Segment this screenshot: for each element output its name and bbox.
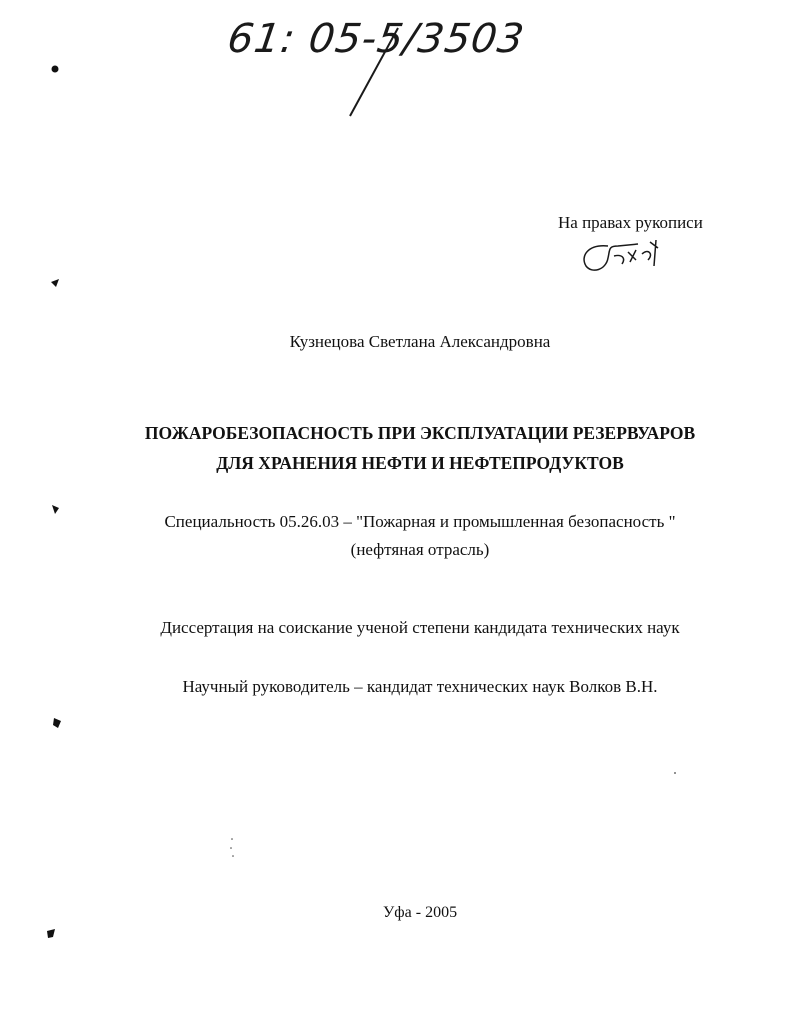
dissertation-note: Диссертация на соискание ученой степени кандидата технических наук xyxy=(160,618,680,637)
specialty-line-1: Специальность 05.26.03 – "Пожарная и промышленная безопасность " xyxy=(164,512,676,531)
author-name: Кузнецова Светлана Александровна xyxy=(289,332,551,351)
specialty-line-2: (нефтяная отрасль) xyxy=(350,540,490,559)
scan-speck xyxy=(672,770,678,776)
rights-note: На правах рукописи xyxy=(558,213,703,232)
punch-mark xyxy=(50,716,64,730)
thesis-title-line-2: ДЛЯ ХРАНЕНИЯ НЕФТИ И НЕФТЕПРОДУКТОВ xyxy=(216,453,624,473)
archive-code: 61: 05-5/3503 xyxy=(224,16,528,62)
city-year: Уфа - 2005 xyxy=(382,904,458,921)
punch-mark xyxy=(44,926,58,940)
punch-mark xyxy=(48,62,62,76)
thesis-title xyxy=(0,418,795,478)
scientific-advisor: Научный руководитель – кандидат технических наук Волков В.Н. xyxy=(182,677,658,696)
handwritten-slash xyxy=(0,0,795,130)
thesis-title-line-1: ПОЖАРОБЕЗОПАСНОСТЬ ПРИ ЭКСПЛУАТАЦИИ РЕЗЕРВУАРОВ xyxy=(144,423,696,443)
signature-icon xyxy=(578,236,668,278)
scan-speck xyxy=(228,836,236,860)
specialty xyxy=(0,508,795,564)
punch-mark xyxy=(48,275,62,289)
punch-mark xyxy=(48,502,62,516)
